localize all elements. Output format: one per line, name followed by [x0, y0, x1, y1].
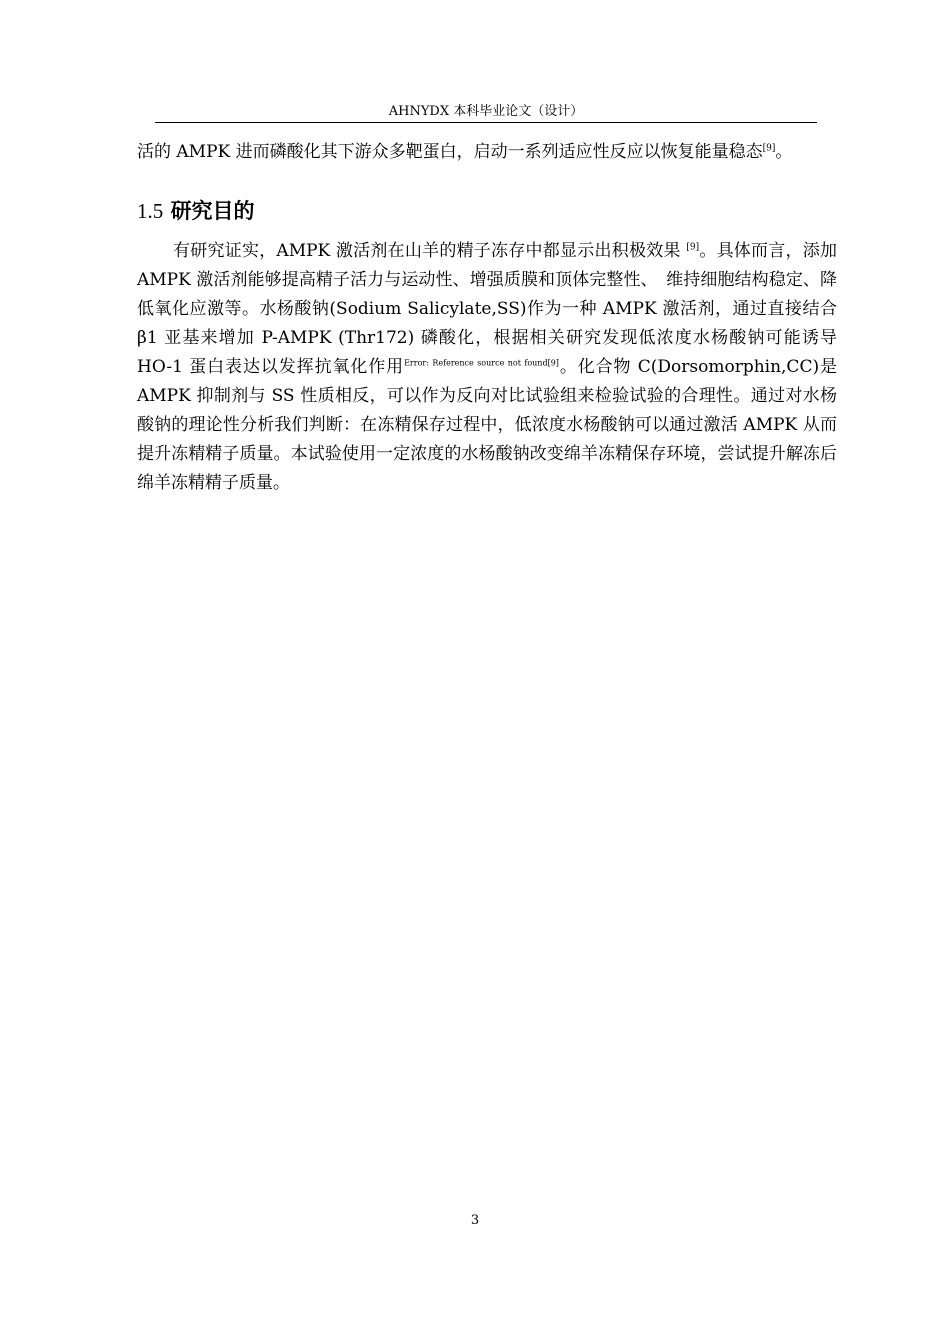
- section-title-text: 研究目的: [170, 199, 255, 223]
- page-body: [137, 138, 837, 498]
- paragraph-part-3: 。化合物 C(Dorsomorphin,CC)是 AMPK 抑制剂与 SS 性质相反，可以作为反向对比试验组来检验试验的合理性。通过对水杨酸钠的理论性分析我们判断：在冻精保存过程中，低浓度水杨酸钠可以通过激活 AMPK 从而提升冻精精子质量。本试验使用一定浓度的水杨酸钠改变绵羊冻精保存环境，尝试提升解冻后绵羊冻精精子质量。: [137, 357, 837, 493]
- research-purpose-paragraph: [137, 237, 837, 498]
- paragraph-part-1: 有研究证实，AMPK 激活剂在山羊的精子冻存中都显示出积极效果: [173, 241, 681, 261]
- citation-ref-error: Error: Reference source not found[9]: [404, 358, 559, 368]
- section-heading: [137, 197, 837, 225]
- citation-ref-1: [9]: [686, 242, 700, 253]
- paragraph-text: 活的 AMPK 进而磷酸化其下游众多靶蛋白，启动一系列适应性反应以恢复能量稳态: [137, 142, 763, 162]
- header-text: AHNYDX 本科毕业论文（设计）: [388, 104, 584, 119]
- page-header: [155, 103, 817, 123]
- continued-paragraph: [137, 138, 837, 167]
- paragraph-part-2: 。具体而言，添加 AMPK 激活剂能够提高精子活力与运动性、增强质膜和顶体完整性、 维持细胞结构稳定、降低氧化应激等。水杨酸钠(Sodium Salicylate,SS)作为一种 AMPK 激活剂，通过直接结合 β1 亚基来增加 P-AMPK (Thr172) 磷酸化，根据相关研究发现低浓度水杨酸钠可能诱导 HO-1 蛋白表达以发挥抗氧化作用: [137, 241, 838, 377]
- section-number: 1.5: [137, 199, 164, 223]
- page-number: 3: [470, 1213, 480, 1228]
- paragraph-end: 。: [775, 142, 793, 162]
- page-footer: [0, 1212, 950, 1230]
- citation-ref: [9]: [762, 143, 776, 154]
